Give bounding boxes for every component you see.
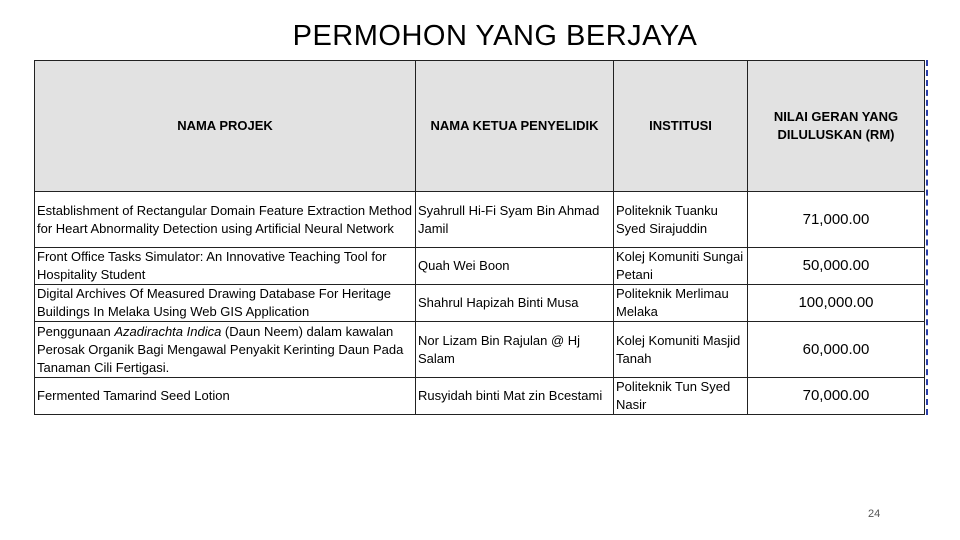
cell-project-prefix: Penggunaan <box>37 323 115 339</box>
cell-amount: 100,000.00 <box>748 285 925 322</box>
cell-project: Digital Archives Of Measured Drawing Database For Heritage Buildings In Melaka Using Web GIS Application <box>35 285 416 322</box>
cell-amount: 50,000.00 <box>748 248 925 285</box>
cell-project: Front Office Tasks Simulator: An Innovative Teaching Tool for Hospitality Student <box>35 248 416 285</box>
cell-amount: 60,000.00 <box>748 322 925 378</box>
page-number: 24 <box>868 508 881 520</box>
cell-institution: Kolej Komuniti Sungai Petani <box>614 248 748 285</box>
cell-institution: Politeknik Tuanku Syed Sirajuddin <box>614 192 748 248</box>
cell-leader: Nor Lizam Bin Rajulan @ Hj Salam <box>416 322 614 378</box>
table-row <box>35 285 925 322</box>
cell-institution: Kolej Komuniti Masjid Tanah <box>614 322 748 378</box>
cell-leader: Rusyidah binti Mat zin Bcestami <box>416 378 614 415</box>
table-row <box>35 192 925 248</box>
table-row <box>35 322 925 378</box>
table-row <box>35 378 925 415</box>
table-header-row <box>35 61 925 192</box>
cell-institution: Politeknik Merlimau Melaka <box>614 285 748 322</box>
cell-institution: Politeknik Tun Syed Nasir <box>614 378 748 415</box>
header-project: NAMA PROJEK <box>35 61 416 192</box>
cell-leader: Shahrul Hapizah Binti Musa <box>416 285 614 322</box>
cell-project <box>35 322 416 378</box>
header-institution: INSTITUSI <box>614 61 748 192</box>
table-row <box>35 248 925 285</box>
cell-project: Fermented Tamarind Seed Lotion <box>35 378 416 415</box>
header-amount: NILAI GERAN YANG DILULUSKAN (RM) <box>748 61 925 192</box>
cell-project-italic: Azadirachta Indica <box>114 323 222 339</box>
cell-amount: 71,000.00 <box>748 192 925 248</box>
cell-project-suffix: (Daun Neem) dalam kawalan Perosak Organik Bagi Mengawal Penyakit Kerinting Daun Pada Tanaman Cili Fertigasi. <box>37 323 404 375</box>
cell-amount: 70,000.00 <box>748 378 925 415</box>
cell-leader: Syahrull Hi-Fi Syam Bin Ahmad Jamil <box>416 192 614 248</box>
grant-table-container <box>34 60 928 415</box>
header-leader: NAMA KETUA PENYELIDIK <box>416 61 614 192</box>
cell-project: Establishment of Rectangular Domain Feature Extraction Method for Heart Abnormality Detection using Artificial Neural Network <box>35 192 416 248</box>
cell-leader: Quah Wei Boon <box>416 248 614 285</box>
grant-table <box>34 60 925 415</box>
slide-title: PERMOHON YANG BERJAYA <box>292 20 698 52</box>
